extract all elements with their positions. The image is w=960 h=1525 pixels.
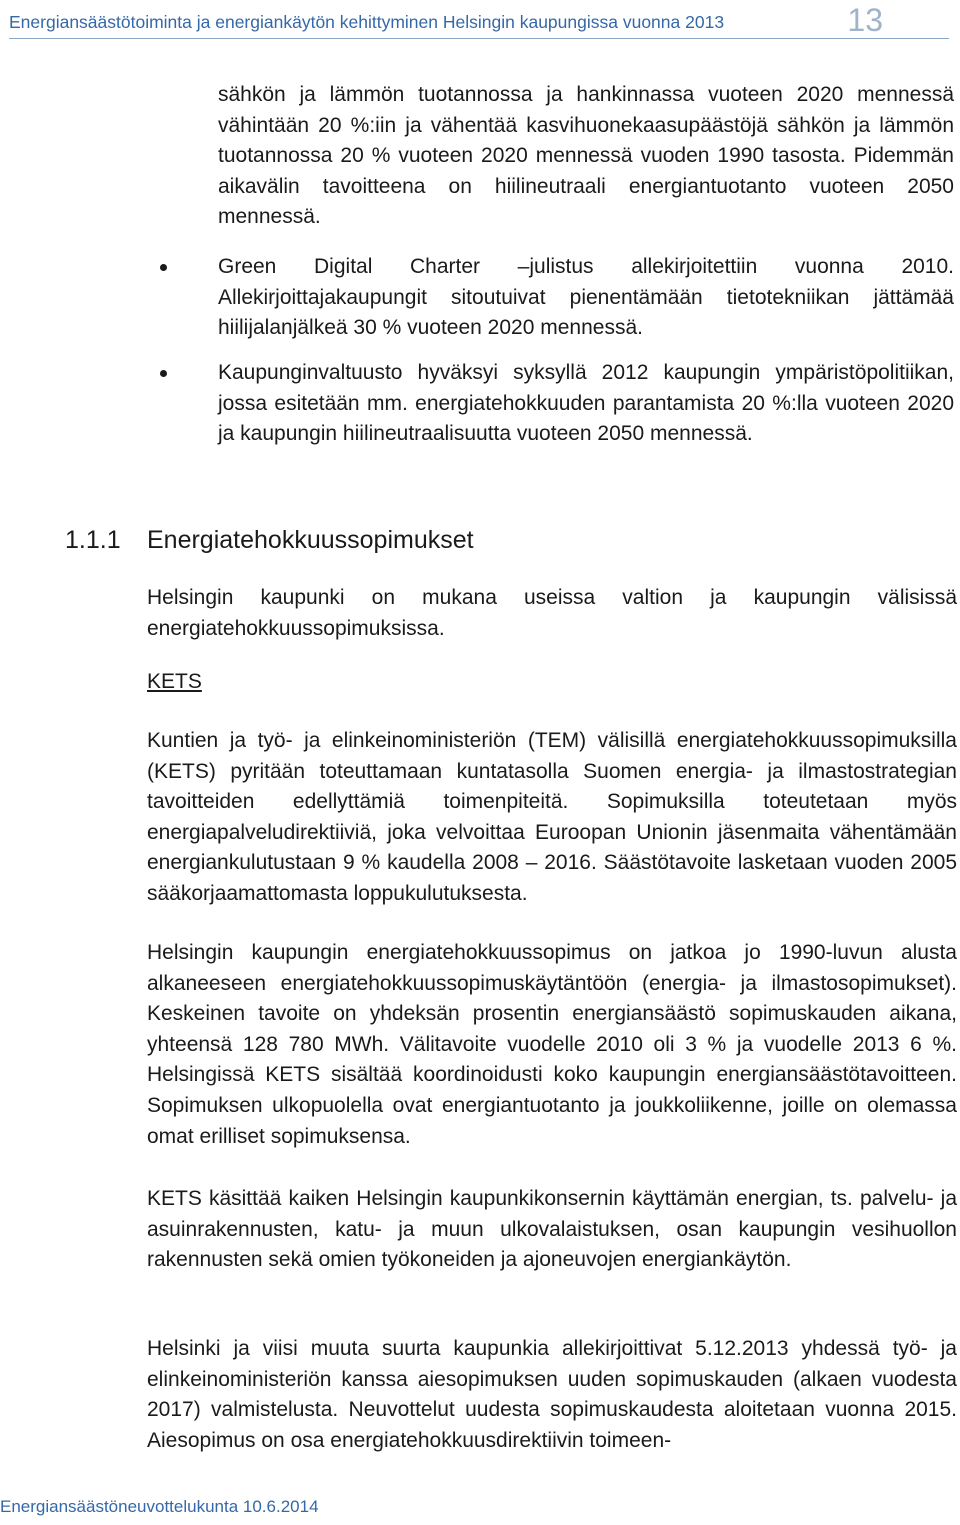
bullet-item <box>218 358 954 450</box>
bullet-item <box>218 252 954 344</box>
intro-paragraph: sähkön ja lämmön tuotannossa ja hankinnassa vuoteen 2020 mennessä vähintään 20 %:iin ja vähentää kasvihuonekaasupäästöjä sähkön ja lämmön tuotannossa 20 % vuoteen 2020 mennessä vuoden 1990 tasosta. Pidemmän aikavälin tavoitteena on hiilineutraali energiantuotanto vuoteen 2050 mennessä. <box>218 83 954 229</box>
section-number: 1.1.1 <box>65 526 121 554</box>
page-header <box>9 4 949 39</box>
page-number: 13 <box>847 2 883 38</box>
bullet-dot-icon <box>160 370 167 377</box>
body-paragraph: Kuntien ja työ- ja elinkeinoministeriön (TEM) välisillä energiatehokkuussopimuksilla (KETS) pyritään toteuttamaan kuntatasolla Suomen energia- ja ilmastostrategian tavoitteiden edellyttämiä toimenpiteitä. Sopimuksilla toteutetaan myös energiapalveludirektiiviä, joka velvoittaa Euroopan Unionin jäsenmaita vähentämään energiankulutustaan 9 % kaudella 2008 – 2016. Säästötavoite lasketaan vuoden 2005 sääkorjaamattomasta loppukulutuksesta. <box>147 729 957 905</box>
bullet-dot-icon <box>160 264 167 271</box>
subheading-kets: KETS <box>147 670 202 693</box>
section-heading <box>65 526 474 555</box>
body-paragraph: KETS käsittää kaiken Helsingin kaupunkikonsernin käyttämän energian, ts. palvelu- ja asuinrakennusten, katu- ja muun ulkovalaistuksen, osan kaupungin vesihuollon rakennusten sekä omien työkoneiden ja ajoneuvojen energiankäytön. <box>147 1187 957 1272</box>
bullet-text: Kaupunginvaltuusto hyväksyi syksyllä 2012 kaupungin ympäristöpolitiikan, jossa esitetään mm. energiatehokkuuden parantamista 20 %:lla vuoteen 2020 ja kaupungin hiilineutraalisuutta vuoteen 2050 mennessä. <box>218 361 954 446</box>
body-paragraph: Helsinki ja viisi muuta suurta kaupunkia allekirjoittivat 5.12.2013 yhdessä työ- ja elinkeinoministeriön kanssa aiesopimuksen uuden sopimuskauden (alkaen vuodesta 2017) valmistelusta. Neuvottelut uudesta sopimuskaudesta aloitetaan vuonna 2015. Aiesopimus on osa energiatehokkuusdirektiivin toimeen- <box>147 1337 957 1452</box>
header-title: Energiansäästötoiminta ja energiankäytön kehittyminen Helsingin kaupungissa vuonna 2013 <box>9 12 725 32</box>
page-footer: Energiansäästöneuvottelukunta 10.6.2014 <box>0 1497 319 1516</box>
section-intro-paragraph: Helsingin kaupunki on mukana useissa valtion ja kaupungin välisissä energiatehokkuussopimuksissa. <box>147 586 957 640</box>
bullet-text: Green Digital Charter –julistus allekirjoitettiin vuonna 2010. Allekirjoittajakaupungit sitoutuivat pienentämään tietotekniikan jättämää hiilijalanjälkeä 30 % vuoteen 2020 mennessä. <box>218 255 954 340</box>
section-title: Energiatehokkuussopimukset <box>147 526 474 554</box>
body-paragraph: Helsingin kaupungin energiatehokkuussopimus on jatkoa jo 1990-luvun alusta alkaneeseen energiatehokkuussopimuskäytäntöön (energia- ja ilmastosopimukset). Keskeinen tavoite on yhdeksän prosentin energiansäästö sopimuskauden aikana, yhteensä 128 780 MWh. Välitavoite vuodelle 2010 oli 3 % ja vuodelle 2013 6 %. Helsingissä KETS sisältää koordinoidusti koko kaupungin energiansäästötavoitteen. Sopimuksen ulkopuolella ovat energiantuotanto ja joukkoliikenne, joille on olemassa omat erilliset sopimuksensa. <box>147 941 957 1148</box>
